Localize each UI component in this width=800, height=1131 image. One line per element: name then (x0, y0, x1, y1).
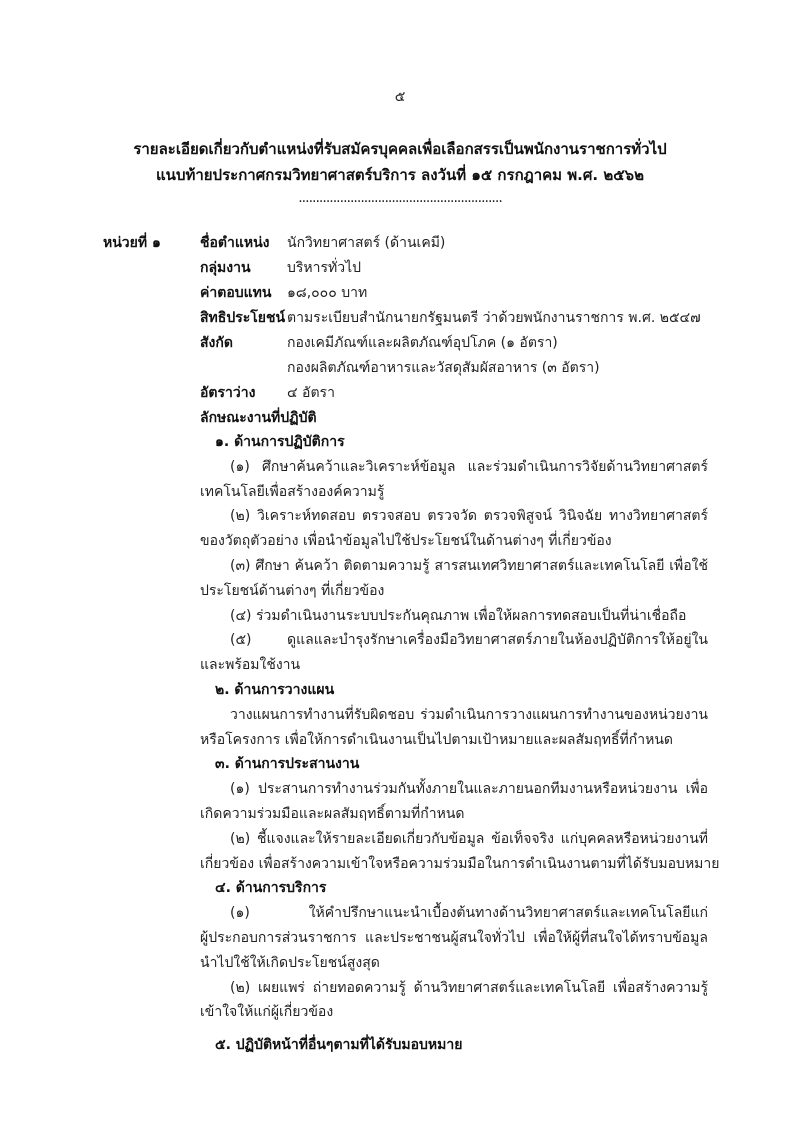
paragraph-first-line: (๔) ร่วมดำเนินงานระบบประกันคุณภาพ เพื่อให้ผลการทดสอบเป็นที่น่าเชื่อถือ (230, 607, 687, 624)
paragraph-line: และพร้อมใช้งาน (200, 657, 301, 674)
paragraph-first-line: วางแผนการทำงานที่รับผิดชอบ ร่วมดำเนินการวางแผนการทำงานของหน่วยงาน (230, 706, 708, 723)
field-label: สังกัด (200, 335, 233, 351)
document-title: รายละเอียดเกี่ยวกับตำแหน่งที่รับสมัครบุคคลเพื่อเลือกสรรเป็นพนักงานราชการทั่วไป (133, 140, 667, 158)
paragraph-line: เข้าใจให้แก่ผู้เกี่ยวข้อง (200, 1004, 334, 1021)
paragraph-line: เกี่ยวข้อง เพื่อสร้างความเข้าใจหรือความร่วมมือในการดำเนินงานตามที่ได้รับมอบหมาย (200, 855, 720, 872)
field-label: กลุ่มงาน (200, 260, 251, 276)
section-heading: ๑. ด้านการปฏิบัติการ (215, 434, 345, 450)
paragraph-line: ผู้ประกอบการส่วนราชการ และประชาชนผู้สนใจทั่วไป เพื่อให้ผู้ที่สนใจได้ทราบข้อมูล (200, 930, 708, 946)
paragraph-first-line: (๒) ชี้แจงและให้รายละเอียดเกี่ยวกับข้อมูล ข้อเท็จจริง แก่บุคคลหรือหน่วยงานที่ (230, 830, 708, 847)
section-heading: ๓. ด้านการประสานงาน (215, 756, 360, 773)
title-separator: ........................................................... (298, 190, 502, 206)
field-value: ตามระเบียบสำนักนายกรัฐมนตรี ว่าด้วยพนักงานราชการ พ.ศ. ๒๕๔๗ (287, 310, 701, 326)
paragraph-line: เทคโนโลยีเพื่อสร้างองค์ความรู้ (200, 483, 385, 500)
paragraph-first-line: (๑) ประสานการทำงานร่วมกันทั้งภายในและภายนอกทีมงานหรือหน่วยงาน เพื่อ (230, 781, 708, 798)
page-number: ๕ (394, 89, 406, 105)
section-heading: ๒. ด้านการวางแผน (215, 682, 335, 698)
paragraph-first-line: (๒) วิเคราะห์ทดสอบ ตรวจสอบ ตรวจวัด ตรวจพิสูจน์ วินิจฉัย ทางวิทยาศาสตร์ (230, 508, 708, 525)
field-label: ค่าตอบแทน (200, 285, 272, 301)
paragraph-first-line: (๑) ศึกษาค้นคว้าและวิเคราะห์ข้อมูล และร่วมดำเนินการวิจัยด้านวิทยาศาสตร์ (230, 458, 708, 475)
field-value: บริหารทั่วไป (287, 260, 362, 276)
paragraph-line: ของวัตถุตัวอย่าง เพื่อนำข้อมูลไปใช้ประโยชน์ในด้านต่างๆ ที่เกี่ยวข้อง (200, 533, 612, 550)
field-value: กองผลิตภัณฑ์อาหารและวัสดุสัมผัสอาหาร (๓ อัตรา) (287, 360, 600, 376)
paragraph-line: เกิดความร่วมมือและผลสัมฤทธิ์ตามที่กำหนด (200, 806, 465, 822)
paragraph-line: นำไปใช้ให้เกิดประโยชน์สูงสุด (200, 954, 380, 971)
field-label: อัตราว่าง (200, 385, 256, 401)
section-heading: ๕. ปฏิบัติหน้าที่อื่นๆตามที่ได้รับมอบหมาย (215, 1037, 463, 1054)
document-subtitle: แนบท้ายประกาศกรมวิทยาศาสตร์บริการ ลงวันที่ ๑๕ กรกฎาคม พ.ศ. ๒๕๖๒ (156, 166, 644, 184)
paragraph-first-line: (๒) เผยแพร่ ถ่ายทอดความรู้ ด้านวิทยาศาสตร์และเทคโนโลยี เพื่อสร้างความรู้ (230, 979, 708, 996)
field-value: ๔ อัตรา (287, 385, 335, 401)
paragraph-line: ประโยชน์ด้านต่างๆ ที่เกี่ยวข้อง (200, 582, 385, 599)
paragraph-first-line: (๑) ให้คำปรึกษาแนะนำเบื้องต้นทางด้านวิทยาศาสตร์และเทคโนโลยีแก่ (230, 905, 708, 922)
field-value: ๑๘,๐๐๐ บาท (287, 285, 368, 301)
paragraph-line: หรือโครงการ เพื่อให้การดำเนินงานเป็นไปตามเป้าหมายและผลสัมฤทธิ์ที่กำหนด (200, 731, 673, 748)
field-value: นักวิทยาศาสตร์ (ด้านเคมี) (287, 235, 446, 251)
field-value: กองเคมีภัณฑ์และผลิตภัณฑ์อุปโภค (๑ อัตรา) (287, 335, 558, 351)
unit-label: หน่วยที่ ๑ (103, 235, 161, 251)
field-label: สิทธิประโยชน์ (200, 310, 286, 326)
section-heading: ๔. ด้านการบริการ (215, 880, 327, 897)
duties-heading: ลักษณะงานที่ปฏิบัติ (200, 410, 317, 426)
paragraph-first-line: (๓) ศึกษา ค้นคว้า ติดตามความรู้ สารสนเทศวิทยาศาสตร์และเทคโนโลยี เพื่อใช้ (230, 558, 708, 574)
paragraph-first-line: (๕) ดูแลและบำรุงรักษาเครื่องมือวิทยาศาสตร์ภายในห้องปฏิบัติการให้อยู่ใน (230, 632, 708, 649)
field-label: ชื่อตำแหน่ง (200, 235, 270, 251)
